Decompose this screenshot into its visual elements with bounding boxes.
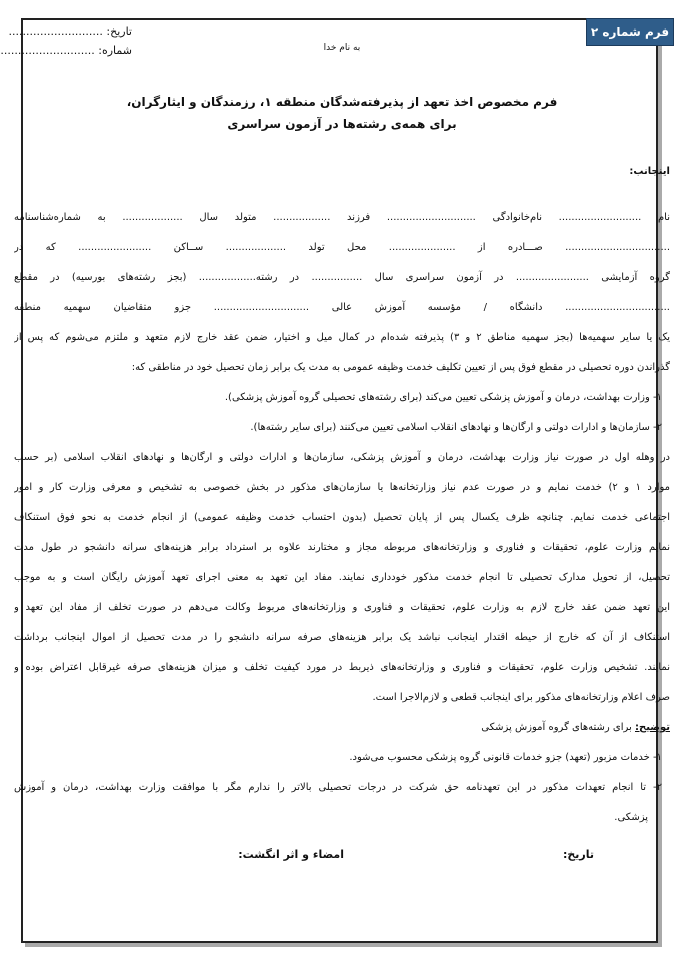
- note-item-continuation: پزشکی.: [614, 812, 648, 823]
- intro-label: اینجانب:: [629, 166, 670, 177]
- note-label: توضیح:: [635, 722, 670, 733]
- field-line: ................................. صـــادره از ..................... محل تولد ................... ســاکن ....................... که در: [14, 242, 670, 253]
- form-number-badge: فرم شماره ۲: [586, 18, 674, 46]
- paragraph-line: در وهله اول در صورت نیاز وزارت بهداشت، درمان و آموزش پزشکی، سازمان‌ها و ادارات دولتی و ارگان‌ها و نهادهای انقلاب اسلامی (بر حسب: [14, 452, 670, 463]
- note-item: ۲- تا انجام تعهدات مذکور در این تعهدنامه حق شرکت در درجات تحصیلی بالاتر را ندارم مگر با موافقت وزارت بهداشت، درمان و آموزش: [14, 782, 662, 793]
- signature-label: امضاء و اثر انگشت:: [238, 848, 344, 861]
- option-item: ۲- سازمان‌ها و ادارات دولتی و ارگان‌ها و نهادهای انقلاب اسلامی تعیین می‌کنند (برای سایر رشته‌ها).: [250, 422, 662, 433]
- form-title-line2: برای همه‌ی رشته‌ها در آزمون سراسری: [227, 117, 457, 131]
- signature-date-label: تاریخ:: [562, 848, 594, 861]
- paragraph-line: این تعهد ضمن عقد خارج لازم به وزارت علوم، تحقیقات و فناوری و وزارتخانه‌های مربوط وکالت می‌دهم در صورت تخلف از مفاد این تعهد و: [14, 602, 670, 613]
- paragraph-line: تحصیل، از تحویل مدارک تحصیلی تا انجام خدمت مذکور خودداری نمایند. مفاد این تعهد به معنی اجرای تعهد آموزش رایگان است و به موجب: [14, 572, 670, 583]
- paragraph-line: استنکاف از آن که خارج از حیطه اقتدار اینجانب نباشد یک برابر هزینه‌های صرفه سرانه دانشجو را در مدت تحصیل از اموال اینجانب برداشت: [14, 632, 670, 643]
- paragraph-line: موارد ۱ و ۲) خدمت نمایم و در صورت عدم نیاز وزارتخانه‌ها یا سازمان‌های مذکور در بخش خصوصی به تشخیص و معرفی وزارت کار و امور: [14, 482, 670, 493]
- option-item: ۱- وزارت بهداشت، درمان و آموزش پزشکی تعیین می‌کند (برای رشته‌های تحصیلی گروه آموزش پزشکی).: [224, 392, 662, 403]
- field-line: نام .......................... نام‌خانوادگی ............................ فرزند .................. متولد سال ................... به شماره‌شناسنامه: [14, 212, 670, 223]
- number-field: شماره: ...........................: [0, 44, 132, 57]
- basmala: به نام خدا: [323, 43, 361, 53]
- note-text: برای رشته‌های گروه آموزش پزشکی: [481, 722, 636, 733]
- note-heading: [14, 713, 670, 743]
- form-title-line1: فرم مخصوص اخذ تعهد از پذیرفته‌شدگان منطقه ۱، رزمندگان و ایثارگران،: [126, 95, 558, 109]
- paragraph-line: اجتماعی خدمت نمایم. چنانچه ظرف یکسال پس از پایان تحصیل (بدون احتساب خدمت وظیفه عمومی) از انجام خدمت به نحو فوق استنکاف: [14, 512, 670, 523]
- date-field: تاریخ: ...........................: [8, 25, 132, 38]
- paragraph-line: نمایند. تشخیص وزارت علوم، تحقیقات و فناوری و وزارتخانه‌های ذیربط در مورد کیفیت تخلف و میزان هزینه‌های صرفه غیرقابل اعتراض بوده و: [14, 662, 670, 673]
- signature-row: [0, 848, 684, 868]
- form-body: [14, 147, 670, 833]
- commitment-line: گذراندن دوره تحصیلی در مقطع فوق پس از تعیین تکلیف خدمت وظیفه عمومی به مدت یک برابر زمان تحصیل خود در مناطقی که:: [131, 362, 670, 373]
- header-meta: [0, 22, 132, 60]
- commitment-line: یک یا سایر سهمیه‌ها (بجز سهمیه مناطق ۲ و ۳) پذیرفته شده‌ام در کمال میل و اختیار، ضمن عقد خارج لازم متعهد و ملتزم می‌شوم که پس از: [14, 332, 670, 343]
- field-line: ................................. دانشگاه / مؤسسه آموزش عالی .............................. جزو متقاضیان سهمیه منطقه: [14, 302, 670, 313]
- note-item: ۱- خدمات مزبور (تعهد) جزو خدمات قانونی گروه پزشکی محسوب می‌شود.: [349, 752, 662, 763]
- field-line: گروه آزمایشی ....................... در آزمون سراسری سال ................ در رشته.................. (بجز رشته‌های بورسیه) در مقطع: [14, 272, 670, 283]
- paragraph-line: صرف اعلام وزارتخانه‌های مذکور برای اینجانب قطعی و لازم‌الاجرا است.: [372, 692, 670, 703]
- paragraph-line: نمایم وزارت علوم، تحقیقات و فناوری و وزارتخانه‌های مربوطه مجاز و مختارند علاوه بر استرداد برابر هزینه‌های سرانه دانشجو در طول مدت: [14, 542, 670, 553]
